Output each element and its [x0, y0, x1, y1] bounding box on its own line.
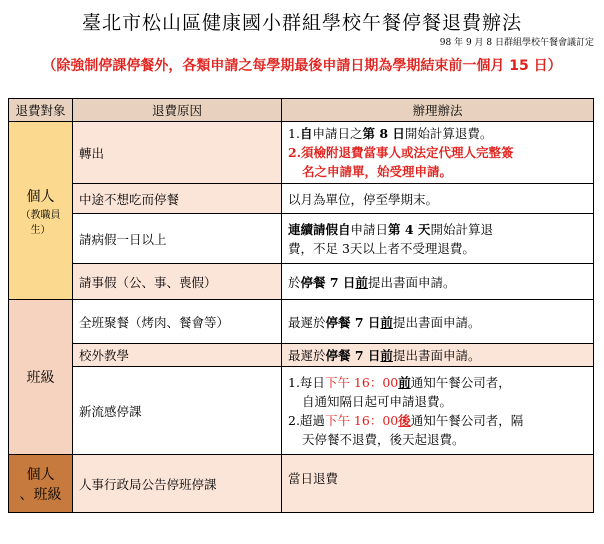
method-cell: 1.自申請日之第 8 日開始計算退費。 2.須檢附退費當事人或法定代理人完整簽 名之申請單，始受理申請。 — [282, 122, 594, 184]
header-reason: 退費原因 — [73, 99, 282, 122]
header-method: 辦理辦法 — [282, 99, 594, 122]
table-row — [9, 214, 594, 264]
method-cell: 於停餐 7 日前提出書面申請。 — [282, 264, 594, 300]
table-row — [9, 344, 594, 367]
reason-cell: 轉出 — [73, 122, 282, 184]
meeting-note: 98 年 9 月 8 日群組學校午餐會議訂定 — [439, 38, 594, 48]
header-target: 退費對象 — [9, 99, 73, 122]
method-cell: 以月為單位，停至學期末。 — [282, 184, 594, 214]
table-row — [9, 300, 594, 344]
reason-cell: 請事假（公、事、喪假） — [73, 264, 282, 300]
table-row — [9, 122, 594, 184]
method-cell: 最遲於停餐 7 日前提出書面申請。 — [282, 300, 594, 344]
table-row — [9, 455, 594, 513]
page-title: 臺北市松山區健康國小群組學校午餐停餐退費辦法 — [81, 12, 522, 34]
group-both-label1: 個人 — [26, 466, 55, 483]
table-row — [9, 184, 594, 214]
reason-cell: 校外教學 — [73, 344, 282, 367]
method-cell: 當日退費 — [282, 455, 594, 513]
group-class — [9, 300, 73, 455]
group-class-label: 班級 — [26, 370, 55, 386]
reason-cell: 人事行政局公告停班停課 — [73, 455, 282, 513]
table-row — [9, 367, 594, 455]
table-row — [9, 264, 594, 300]
deadline-notice: （除強制停課停餐外，各類申請之每學期最後申請日期為學期結束前一個月 15 日） — [42, 58, 562, 74]
group-both-label2: 、班級 — [19, 486, 62, 503]
header-row — [9, 99, 594, 122]
reason-cell: 請病假一日以上 — [73, 214, 282, 264]
group-both — [9, 455, 73, 513]
refund-table — [8, 98, 594, 513]
method-cell: 最遲於停餐 7 日前提出書面申請。 — [282, 344, 594, 367]
group-individual — [9, 122, 73, 300]
reason-cell: 全班聚餐（烤肉、餐會等） — [73, 300, 282, 344]
reason-cell: 新流感停課 — [73, 367, 282, 455]
reason-cell: 中途不想吃而停餐 — [73, 184, 282, 214]
method-cell: 1.每日下午 16：00前通知午餐公司者， 自通知隔日起可申請退費。 2.超過下午 16：00後通知午餐公司者，隔 天停餐不退費，後天起退費。 — [282, 367, 594, 455]
method-cell: 連續請假自申請日第 4 天開始計算退 費，不足 3天以上者不受理退費。 — [282, 214, 594, 264]
group-individual-sub: （教職員生） — [20, 209, 61, 236]
group-individual-label: 個人 — [26, 188, 55, 205]
